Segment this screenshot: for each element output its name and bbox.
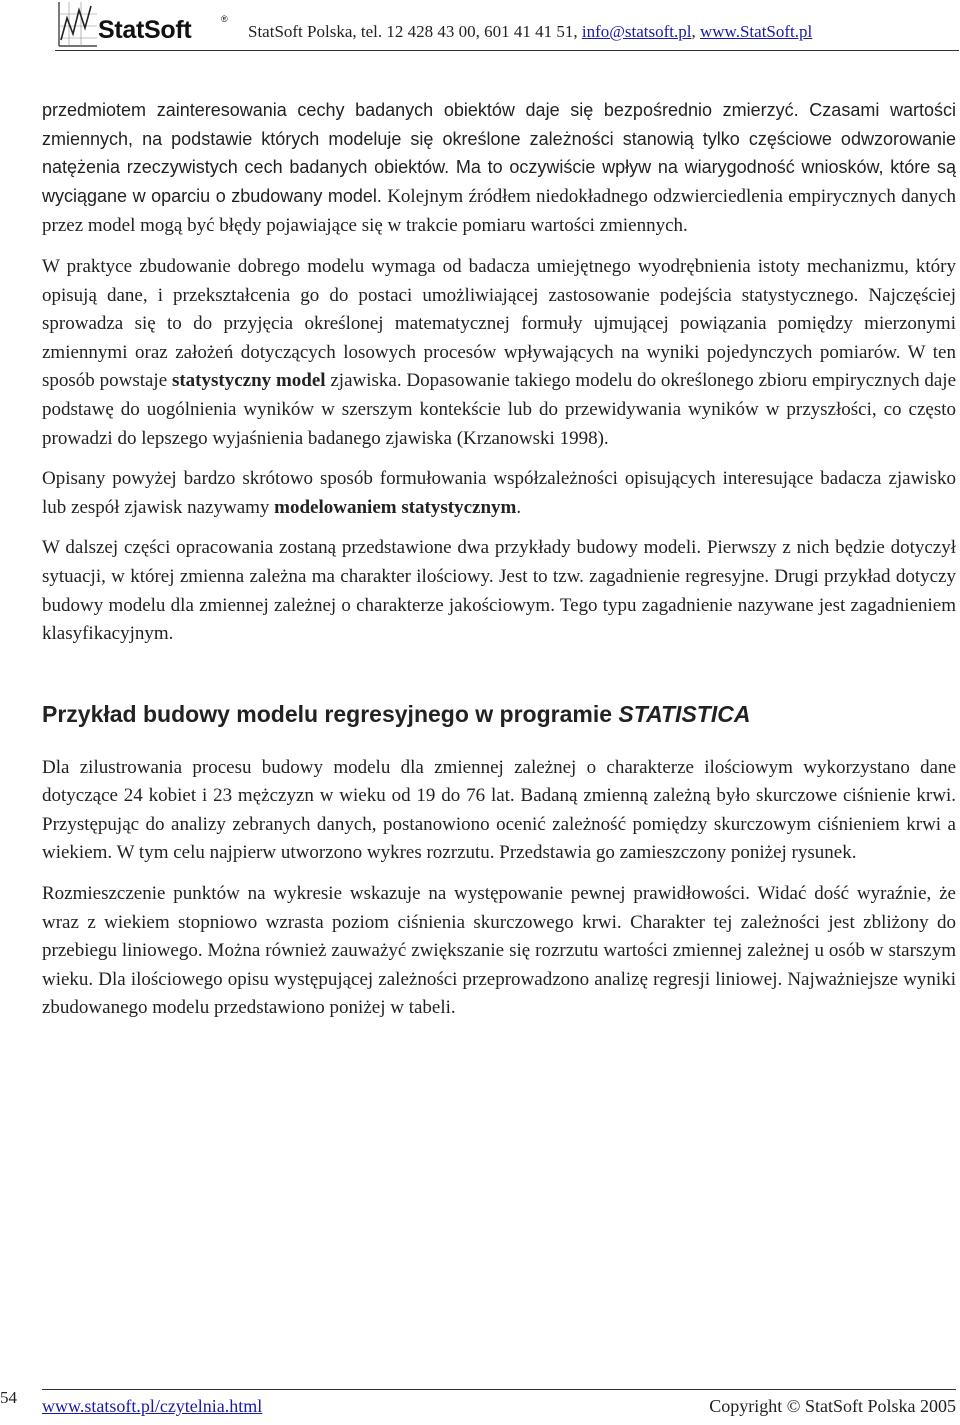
contact-separator: , — [691, 22, 700, 41]
chart-logo-icon — [55, 0, 99, 48]
footer-link[interactable]: www.statsoft.pl/czytelnia.html — [42, 1396, 263, 1416]
paragraph-6: Rozmieszczenie punktów na wykresie wskazuje na występowanie pewnej prawidłowości. Widać dość wyraźnie, że wraz z wiekiem stopniowo wzrasta poziom ciśnienia skurczowego krwi. Charakter tej zależności jest zbliżony do przebiegu liniowego. Można również zauważyć zwiększanie się rozrzutu wartości zmiennej zależnej u osób w starszym wieku. Dla ilościowego opisu występującej zależności przeprowadzono analizę regresji liniowej. Najważniejsze wyniki zbudowanego modelu przedstawiono poniżej w tabeli. — [42, 883, 956, 1019]
paragraph-4: W dalszej części opracowania zostaną przedstawione dwa przykłady budowy modeli. Pierwszy z nich będzie dotyczył sytuacji, w której zmienna zależna ma charakter ilościowy. Jest to tzw. zagadnienie regresyjne. Drugi przykład dotyczy budowy modelu dla zmiennej zależnej o charakterze jakościowym. Tego typu zagadnienie nazywane jest zagadnieniem klasyfikacyjnym. — [42, 537, 956, 645]
section-heading-program: STATISTICA — [618, 700, 751, 727]
section-heading-text: Przykład budowy modelu regresyjnego w programie — [42, 700, 619, 727]
header-contact — [248, 22, 812, 42]
paragraph-3-text-b: . — [516, 496, 522, 518]
paragraph-3 — [42, 465, 956, 522]
footer-copyright: Copyright © StatSoft Polska 2005 — [709, 1396, 956, 1416]
footer-divider — [42, 1389, 956, 1390]
page-content — [42, 96, 956, 1023]
section-heading — [42, 701, 956, 728]
registered-mark: ® — [221, 14, 228, 24]
paragraph-1-text: przedmiotem zainteresowania cechy badanych obiektów daje się bezpośrednio zmierzyć. Czasami wartości zmiennych, na podstawie których modeluje się określone zależności stanowią tylko częściowe odwzorowanie natężenia rzeczywistych cech badanych obiektów. Ma to oczywiście wpływ na wiarygodność wniosków, które są wyciągane w oparciu o zbudowany model. — [42, 100, 956, 206]
paragraph-1 — [42, 96, 956, 241]
header-divider — [55, 50, 959, 51]
paragraph-2-text-a: W praktyce zbudowanie dobrego modelu wymaga od badacza umiejętnego wyodrębnienia istoty mechanizmu, który opisują dane, i przekształcenia go do postaci umożliwiającej zastosowanie podejścia statystycznego. Najczęściej sprowadza się to do przyjęcia określonej matematycznej formuły ujmującej powiązania pomiędzy mierzonymi zmiennymi oraz założeń dotyczących losowych procesów wpływających na wyniki pojedynczych pomiarów. W ten sposób powstaje — [42, 255, 956, 392]
email-link[interactable]: info@statsoft.pl — [581, 22, 692, 41]
paragraph-1-text-b: Kolejnym źródłem niedokładnego odzwierciedlenia empirycznych danych przez model mogą być błędy pojawiające się w trakcie pomiaru wartości zmiennych. — [42, 185, 956, 237]
term-statistical-modelling: modelowaniem statystycznym — [274, 496, 517, 518]
website-link[interactable]: www.StatSoft.pl — [700, 22, 813, 41]
page-header — [55, 0, 960, 48]
paragraph-5: Dla zilustrowania procesu budowy modelu dla zmiennej zależnej o charakterze ilościowym wykorzystano dane dotyczące 24 kobiet i 23 mężczyzn w wieku od 19 do 76 lat. Badaną zmienną zależną było skurczowe ciśnienie krwi. Przystępując do analizy zebranych danych, postanowiono ocenić zależność pomiędzy skurczowym ciśnieniem krwi a wiekiem. W tym celu najpierw utworzono wykres rozrzutu. Przedstawia go zamieszczony poniżej rysunek. — [42, 756, 956, 864]
contact-info: StatSoft Polska, tel. 12 428 43 00, 601 41 41 51, — [248, 22, 582, 41]
term-statistical-model: statystyczny model — [171, 370, 326, 392]
page-number: 54 — [0, 1388, 17, 1407]
paragraph-3-text-a: Opisany powyżej bardzo skrótowo sposób formułowania współzależności opisujących interesujące badacza zjawisko lub zespół zjawisk nazywamy — [42, 468, 956, 518]
logo-text: StatSoft — [98, 16, 192, 44]
paragraph-2-text-b: zjawiska. Dopasowanie takiego modelu do określonego zbioru empirycznych daje podstawę do uogólnienia wyników w szerszym kontekście lub do przewidywania wyników w przyszłości, co często prowadzi do lepszego wyjaśnienia badanego zjawiska (Krzanowski 1998). — [42, 370, 957, 449]
statsoft-logo — [55, 0, 240, 48]
paragraph-2 — [42, 253, 956, 453]
